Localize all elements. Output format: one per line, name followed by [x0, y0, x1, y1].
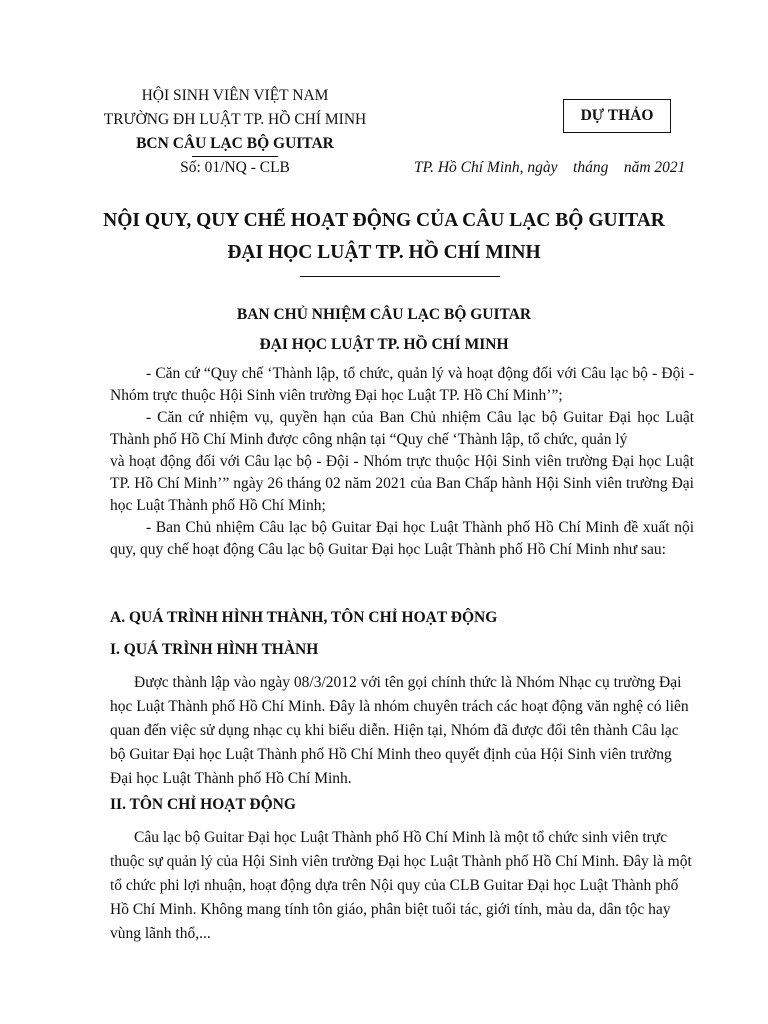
title-divider	[300, 276, 500, 277]
title-line-2: ĐẠI HỌC LUẬT TP. HỒ CHÍ MINH	[227, 242, 541, 263]
place-date: TP. Hồ Chí Minh, ngày tháng năm 2021	[414, 159, 686, 176]
preamble-paragraph-2: - Căn cứ nhiệm vụ, quyền hạn của Ban Chủ nhiệm Câu lạc bộ Guitar Đại học Luật Thành phố Hồ Chí Minh được công nhận tại “Quy chế ‘Thành lập, tổ chức, quản lý	[110, 409, 694, 448]
preamble-paragraph-1: - Căn cứ “Quy chế ‘Thành lập, tổ chức, quản lý và hoạt động đối với Câu lạc bộ - Đội - Nhóm trực thuộc Hội Sinh viên trường Đại học Luật TP. Hồ Chí Minh’”;	[110, 365, 694, 404]
issuer-line-2: ĐẠI HỌC LUẬT TP. HỒ CHÍ MINH	[259, 336, 509, 353]
document-number: Số: 01/NQ - CLB	[180, 159, 290, 176]
section-i-paragraph: Được thành lập vào ngày 08/3/2012 với tên gọi chính thức là Nhóm Nhạc cụ trường Đại học Luật Thành phố Hồ Chí Minh. Đây là nhóm chuyên trách các hoạt động văn nghệ có liên quan đến việc sử dụng nhạc cụ khi biểu diễn. Hiện tại, Nhóm đã được đổi tên thành Câu lạc bộ Guitar Đại học Luật Thành phố Hồ Chí Minh theo quyết định của Hội Sinh viên trường Đại học Luật Thành phố Hồ Chí Minh.	[110, 674, 689, 787]
organization-header	[90, 84, 380, 157]
preamble-paragraph-3: - Ban Chủ nhiệm Câu lạc bộ Guitar Đại học Luật Thành phố Hồ Chí Minh đề xuất nội quy, quy chế hoạt động Câu lạc bộ Guitar Đại học Luật Thành phố Hồ Chí Minh như sau:	[110, 519, 694, 558]
section-i-body	[110, 671, 694, 791]
org-line-1: HỘI SINH VIÊN VIỆT NAM	[141, 87, 329, 104]
issuer-block	[84, 300, 684, 360]
preamble	[110, 363, 694, 561]
section-a-heading: A. QUÁ TRÌNH HÌNH THÀNH, TÔN CHỈ HOẠT ĐỘNG	[110, 609, 498, 626]
org-line-3: BCN CÂU LẠC BỘ GUITAR	[136, 135, 334, 152]
preamble-paragraph-2-continued: và hoạt động đối với Câu lạc bộ - Đội - Nhóm trực thuộc Hội Sinh viên trường Đại học Luật TP. Hồ Chí Minh’” ngày 26 tháng 02 năm 2021 của Ban Chấp hành Hội Sinh viên trường Đại học Luật Thành phố Hồ Chí Minh;	[110, 453, 694, 514]
section-i-heading: I. QUÁ TRÌNH HÌNH THÀNH	[110, 641, 319, 658]
section-ii-heading: II. TÔN CHỈ HOẠT ĐỘNG	[110, 796, 296, 813]
issuer-line-1: BAN CHỦ NHIỆM CÂU LẠC BỘ GUITAR	[236, 306, 532, 323]
section-ii-paragraph: Câu lạc bộ Guitar Đại học Luật Thành phố Hồ Chí Minh là một tổ chức sinh viên trực thuộc sự quản lý của Hội Sinh viên trường Đại học Luật Thành phố Hồ Chí Minh. Đây là một tổ chức phi lợi nhuận, hoạt động dựa trên Nội quy của CLB Guitar Đại học Luật Thành phố Hồ Chí Minh. Không mang tính tôn giáo, phân biệt tuổi tác, giới tính, màu da, dân tộc hay vùng lãnh thổ,...	[110, 829, 692, 942]
section-ii-body	[110, 826, 694, 946]
org-line-2: TRƯỜNG ĐH LUẬT TP. HỒ CHÍ MINH	[103, 111, 367, 128]
draft-stamp: DỰ THẢO	[563, 99, 671, 133]
document-title	[84, 207, 684, 267]
title-line-1: NỘI QUY, QUY CHẾ HOẠT ĐỘNG CỦA CÂU LẠC BỘ GUITAR	[103, 210, 665, 231]
